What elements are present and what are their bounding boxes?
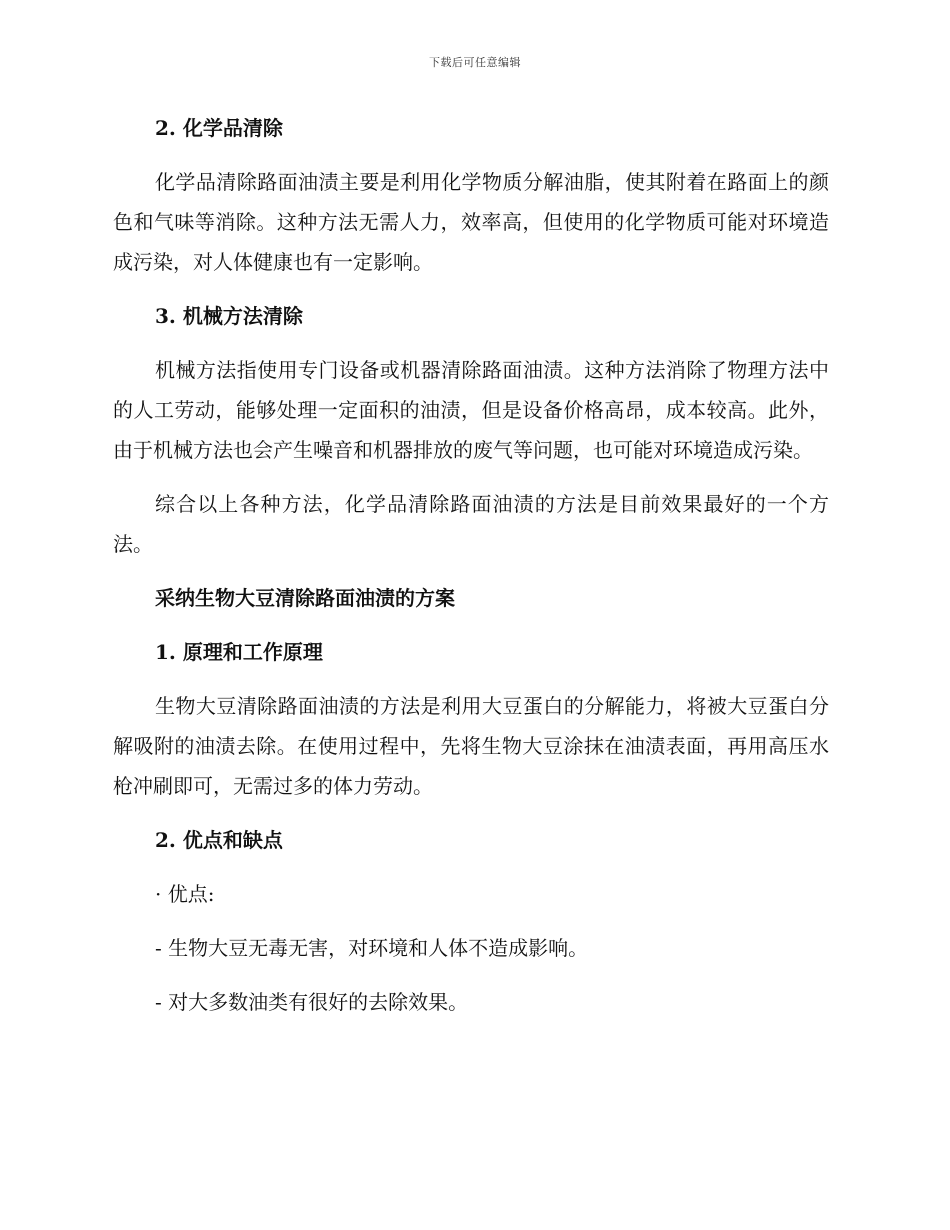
section-heading-chemical: 2. 化学品清除 [155,116,283,140]
paragraph-summary: 综合以上各种方法，化学品清除路面油渍的方法是目前效果最好的一个方法。 [113,492,829,556]
list-item-pro-1: - 生物大豆无毒无害，对环境和人体不造成影响。 [155,936,589,960]
paragraph-chemical: 化学品清除路面油渍主要是利用化学物质分解油脂，使其附着在路面上的颜色和气味等消除。这种方法无需人力，效率高，但使用的化学物质可能对环境造成污染，对人体健康也有一定影响。 [113,170,829,274]
document-body [113,108,829,1022]
list-item-pro-2: - 对大多数油类有很好的去除效果。 [155,990,469,1014]
page-header: 下载后可任意编辑 [429,56,521,69]
paragraph-principle: 生物大豆清除路面油渍的方法是利用大豆蛋白的分解能力，将被大豆蛋白分解吸附的油渍去除。在使用过程中，先将生物大豆涂抹在油渍表面，再用高压水枪冲刷即可，无需过多的体力劳动。 [113,694,829,798]
paragraph-mechanical: 机械方法指使用专门设备或机器清除路面油渍。这种方法消除了物理方法中的人工劳动，能够处理一定面积的油渍，但是设备价格高昂，成本较高。此外，由于机械方法也会产生噪音和机器排放的废气等问题，也可能对环境造成污染。 [113,358,829,462]
pros-label: · 优点: [155,882,215,906]
section-heading-mechanical: 3. 机械方法清除 [155,304,303,328]
subsection-heading-principle: 1. 原理和工作原理 [155,640,323,664]
subsection-heading-pros-cons: 2. 优点和缺点 [155,828,283,852]
section-heading-plan: 采纳生物大豆清除路面油渍的方案 [155,586,455,610]
